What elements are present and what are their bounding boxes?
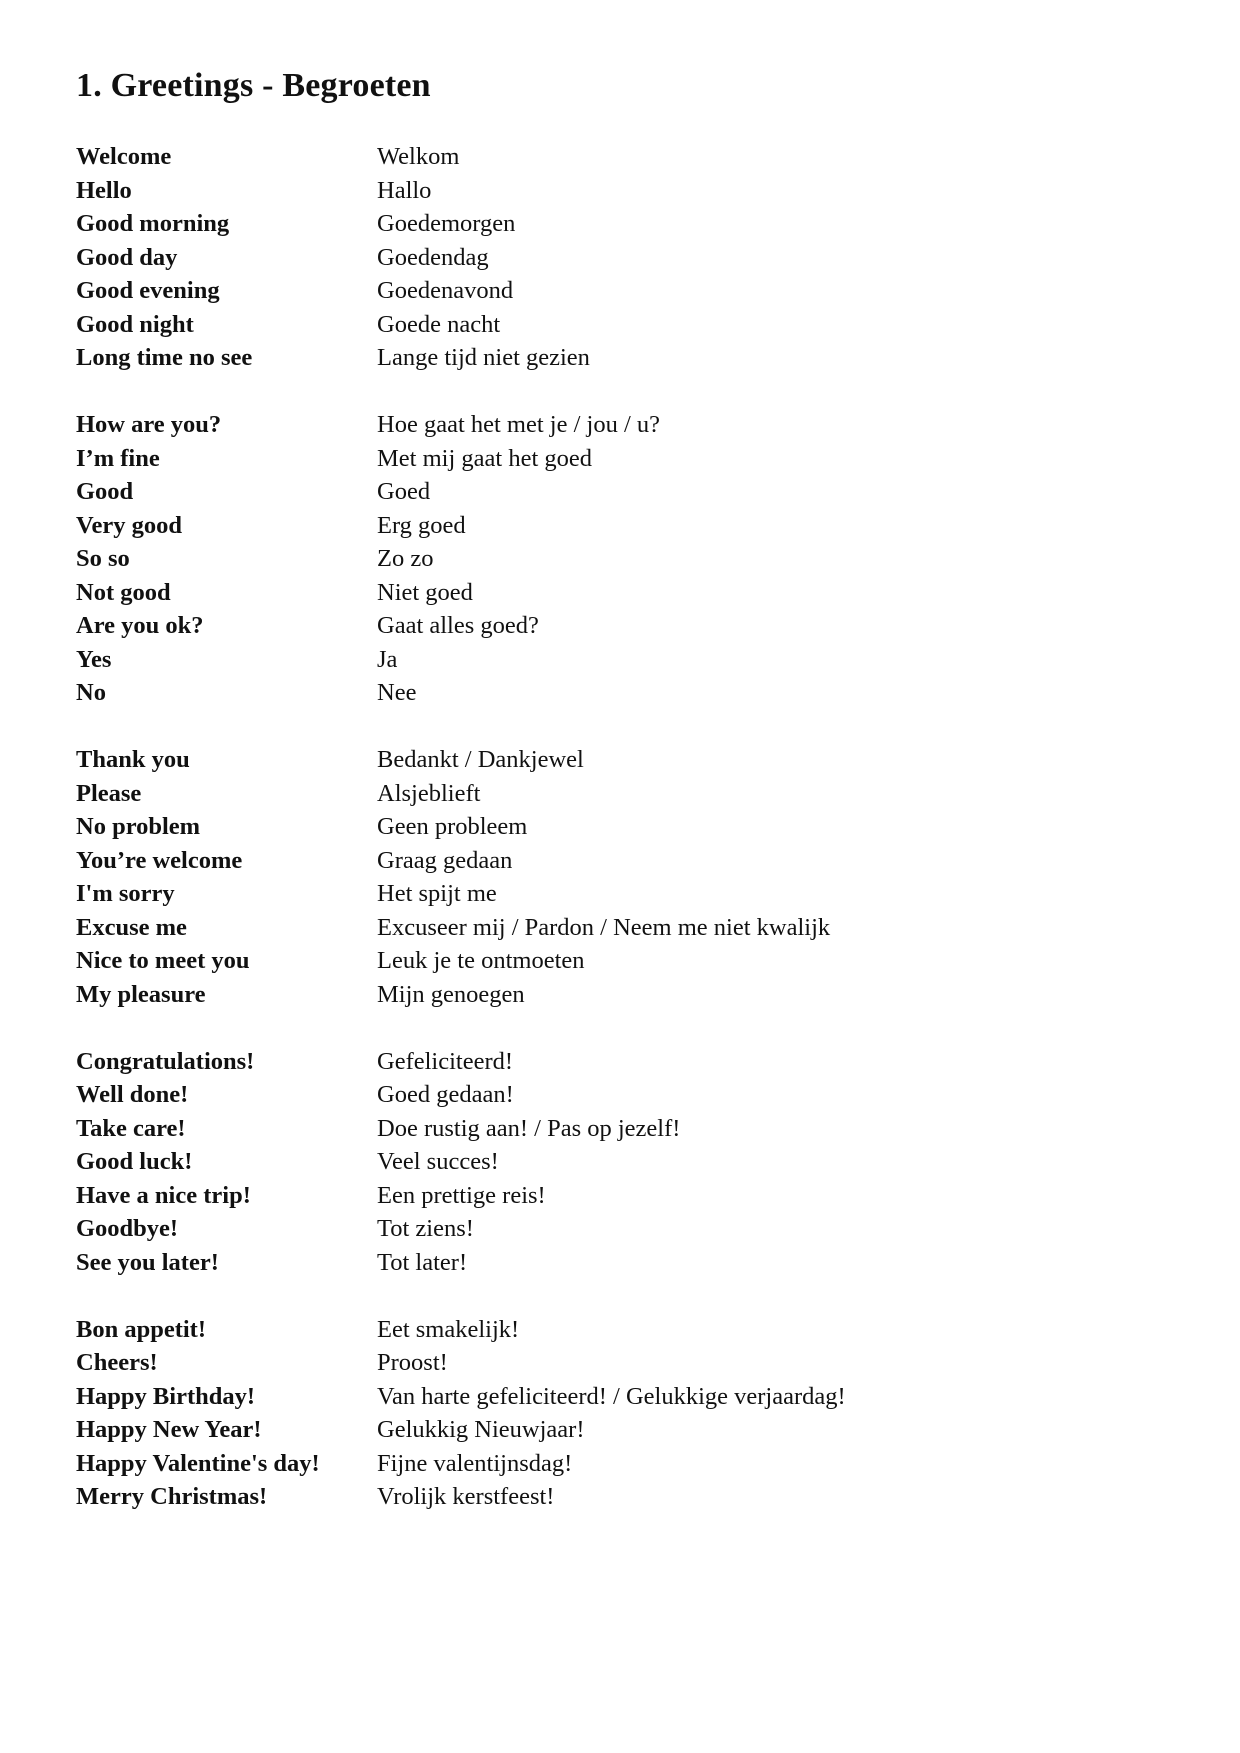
phrase-row <box>76 844 1176 878</box>
dutch-translation: Gefeliciteerd! <box>377 1047 514 1075</box>
english-phrase: Goodbye! <box>76 1215 179 1242</box>
english-phrase: Merry Christmas! <box>76 1483 268 1510</box>
dutch-translation: Excuseer mij / Pardon / Neem me niet kwalijk <box>377 913 831 941</box>
phrase-row <box>76 509 1176 543</box>
dutch-translation: Het spijt me <box>377 880 497 907</box>
phrase-row <box>76 1078 1176 1112</box>
english-phrase: Well done! <box>76 1081 189 1108</box>
dutch-translation: Goed gedaan! <box>377 1081 514 1108</box>
dutch-translation: Hoe gaat het met je / jou / u? <box>377 411 661 438</box>
phrase-row <box>76 408 1176 442</box>
english-phrase: Happy Birthday! <box>76 1382 256 1410</box>
english-phrase: Good <box>76 478 134 505</box>
english-phrase: How are you? <box>76 411 222 438</box>
english-phrase: Good day <box>76 243 178 271</box>
english-phrase: Have a nice trip! <box>76 1181 251 1209</box>
phrase-group <box>76 1045 1176 1280</box>
dutch-translation: Goedemorgen <box>377 210 516 237</box>
phrase-row <box>76 777 1176 811</box>
english-phrase: So so <box>76 545 130 572</box>
phrase-row <box>76 743 1176 777</box>
english-phrase: Happy New Year! <box>76 1416 262 1443</box>
english-phrase: Please <box>76 779 142 807</box>
dutch-translation: Tot later! <box>377 1248 468 1276</box>
dutch-translation: Nee <box>377 679 417 706</box>
phrase-row <box>76 207 1176 241</box>
english-phrase: I'm sorry <box>76 880 175 907</box>
english-phrase: Nice to meet you <box>76 947 250 974</box>
phrase-row <box>76 1045 1176 1079</box>
phrase-row <box>76 1112 1176 1146</box>
phrase-row <box>76 140 1176 174</box>
english-phrase: Cheers! <box>76 1349 158 1376</box>
phrase-row <box>76 341 1176 375</box>
phrase-row <box>76 643 1176 677</box>
phrase-row <box>76 609 1176 643</box>
dutch-translation: Gaat alles goed? <box>377 612 539 639</box>
dutch-translation: Zo zo <box>377 545 434 572</box>
phrase-group <box>76 408 1176 710</box>
phrase-row <box>76 475 1176 509</box>
english-phrase: No <box>76 679 106 706</box>
phrase-row <box>76 1480 1176 1514</box>
dutch-translation: Proost! <box>377 1349 448 1376</box>
english-phrase: Good morning <box>76 210 230 237</box>
phrase-row <box>76 877 1176 911</box>
phrase-row <box>76 978 1176 1012</box>
phrase-row <box>76 1413 1176 1447</box>
phrase-row <box>76 911 1176 945</box>
english-phrase: Are you ok? <box>76 612 204 639</box>
english-phrase: Hello <box>76 176 132 204</box>
phrase-row <box>76 1145 1176 1179</box>
english-phrase: Welcome <box>76 143 172 170</box>
dutch-translation: Goed <box>377 478 431 505</box>
english-phrase: Not good <box>76 578 171 606</box>
english-phrase: Good luck! <box>76 1148 193 1175</box>
phrase-row <box>76 241 1176 275</box>
english-phrase: Happy Valentine's day! <box>76 1449 320 1477</box>
english-phrase: Yes <box>76 645 112 673</box>
dutch-translation: Ja <box>377 645 398 673</box>
document-page <box>76 66 1176 1547</box>
dutch-translation: Doe rustig aan! / Pas op jezelf! <box>377 1114 681 1142</box>
dutch-translation: Een prettige reis! <box>377 1181 546 1209</box>
phrase-row <box>76 274 1176 308</box>
dutch-translation: Veel succes! <box>377 1148 499 1175</box>
english-phrase: I’m fine <box>76 444 160 472</box>
dutch-translation: Bedankt / Dankjewel <box>377 746 584 773</box>
phrase-row <box>76 174 1176 208</box>
dutch-translation: Erg goed <box>377 511 466 539</box>
phrase-row <box>76 1179 1176 1213</box>
english-phrase: Thank you <box>76 746 190 773</box>
english-phrase: Long time no see <box>76 344 253 371</box>
english-phrase: Bon appetit! <box>76 1315 207 1343</box>
phrase-row <box>76 944 1176 978</box>
dutch-translation: Leuk je te ontmoeten <box>377 947 585 974</box>
phrase-row <box>76 442 1176 476</box>
english-phrase: Take care! <box>76 1114 186 1142</box>
dutch-translation: Niet goed <box>377 578 473 606</box>
dutch-translation: Goedendag <box>377 243 489 271</box>
english-phrase: Congratulations! <box>76 1047 255 1075</box>
dutch-translation: Vrolijk kerstfeest! <box>377 1483 555 1510</box>
english-phrase: Excuse me <box>76 913 187 941</box>
phrase-row <box>76 676 1176 710</box>
phrase-row <box>76 576 1176 610</box>
phrase-list <box>76 140 1176 1514</box>
dutch-translation: Eet smakelijk! <box>377 1315 520 1343</box>
dutch-translation: Graag gedaan <box>377 846 513 874</box>
dutch-translation: Hallo <box>377 176 432 204</box>
phrase-row <box>76 1346 1176 1380</box>
dutch-translation: Lange tijd niet gezien <box>377 344 590 371</box>
phrase-row <box>76 1447 1176 1481</box>
phrase-group <box>76 743 1176 1011</box>
phrase-row <box>76 1246 1176 1280</box>
english-phrase: Good night <box>76 310 194 338</box>
dutch-translation: Geen probleem <box>377 813 528 840</box>
dutch-translation: Gelukkig Nieuwjaar! <box>377 1416 585 1443</box>
page-title: 1. Greetings - Begroeten <box>76 67 431 104</box>
dutch-translation: Van harte gefeliciteerd! / Gelukkige verjaardag! <box>377 1382 846 1410</box>
phrase-row <box>76 542 1176 576</box>
phrase-row <box>76 810 1176 844</box>
dutch-translation: Fijne valentijnsdag! <box>377 1449 573 1477</box>
phrase-row <box>76 308 1176 342</box>
dutch-translation: Tot ziens! <box>377 1215 474 1242</box>
dutch-translation: Goedenavond <box>377 277 514 304</box>
english-phrase: Very good <box>76 511 182 539</box>
dutch-translation: Alsjeblieft <box>377 779 481 807</box>
phrase-row <box>76 1380 1176 1414</box>
dutch-translation: Goede nacht <box>377 310 501 338</box>
phrase-row <box>76 1212 1176 1246</box>
dutch-translation: Welkom <box>377 143 460 170</box>
phrase-group <box>76 1313 1176 1514</box>
english-phrase: No problem <box>76 813 201 840</box>
dutch-translation: Mijn genoegen <box>377 980 525 1008</box>
english-phrase: My pleasure <box>76 980 206 1008</box>
english-phrase: Good evening <box>76 277 220 304</box>
english-phrase: See you later! <box>76 1248 219 1276</box>
phrase-row <box>76 1313 1176 1347</box>
dutch-translation: Met mij gaat het goed <box>377 444 592 472</box>
phrase-group <box>76 140 1176 375</box>
english-phrase: You’re welcome <box>76 846 243 874</box>
